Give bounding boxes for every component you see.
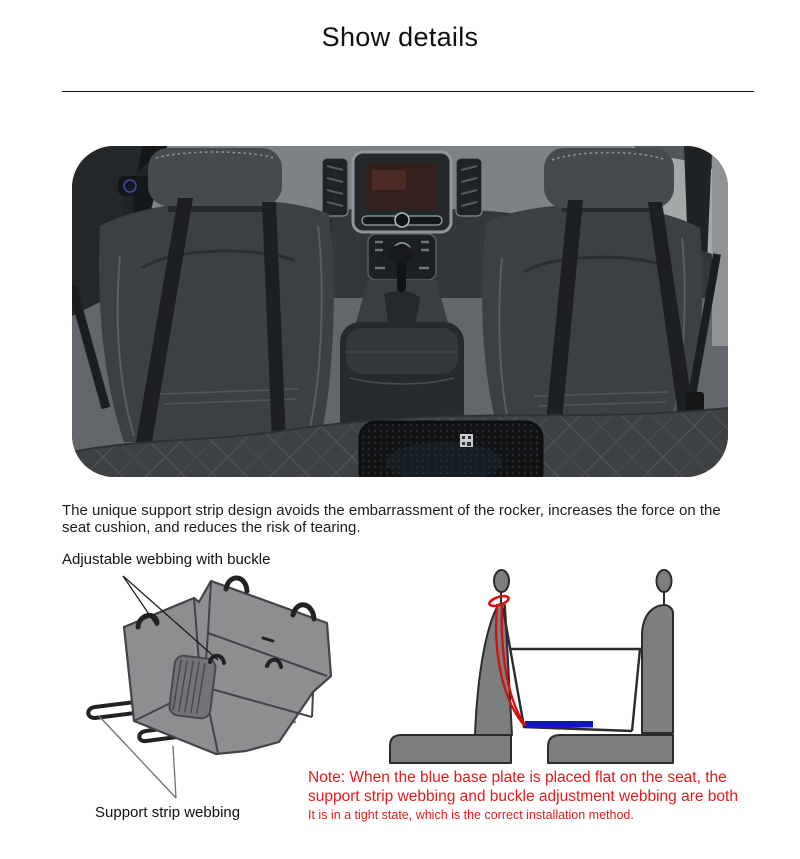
blue-base-plate bbox=[525, 721, 593, 728]
gear-shifter bbox=[388, 245, 414, 263]
rear-headrest bbox=[657, 570, 672, 592]
label-adjustable-webbing: Adjustable webbing with buckle bbox=[62, 551, 271, 568]
hammock-outline bbox=[503, 608, 642, 731]
front-headrest bbox=[494, 570, 509, 592]
mat-label bbox=[460, 434, 473, 447]
seat-side-view-diagram bbox=[385, 556, 720, 768]
left-headrest bbox=[148, 148, 282, 206]
textured-mat bbox=[360, 422, 542, 477]
mesh-window bbox=[168, 655, 216, 720]
product-photo-car-interior bbox=[72, 146, 728, 477]
left-air-vent bbox=[322, 158, 348, 216]
car-interior-illustration bbox=[72, 146, 728, 477]
divider-line bbox=[62, 91, 754, 92]
label-support-strip: Support strip webbing bbox=[95, 804, 241, 821]
note-line-2: support strip webbing and buckle adjustment webbing are both bbox=[308, 788, 738, 805]
note-line-3: It is in a tight state, which is the correct installation method. bbox=[308, 808, 634, 822]
installation-note bbox=[308, 768, 778, 823]
photo-caption: The unique support strip design avoids the embarrassment of the rocker, increases the force on the seat cushion, and reduces the risk of tearing. bbox=[62, 502, 721, 536]
note-line-1: Note: When the blue base plate is placed flat on the seat, the bbox=[308, 769, 727, 786]
rear-seat bbox=[548, 570, 673, 763]
installation-diagram-section bbox=[0, 524, 800, 859]
page-title: Show details bbox=[321, 22, 479, 52]
right-air-vent bbox=[456, 158, 482, 216]
